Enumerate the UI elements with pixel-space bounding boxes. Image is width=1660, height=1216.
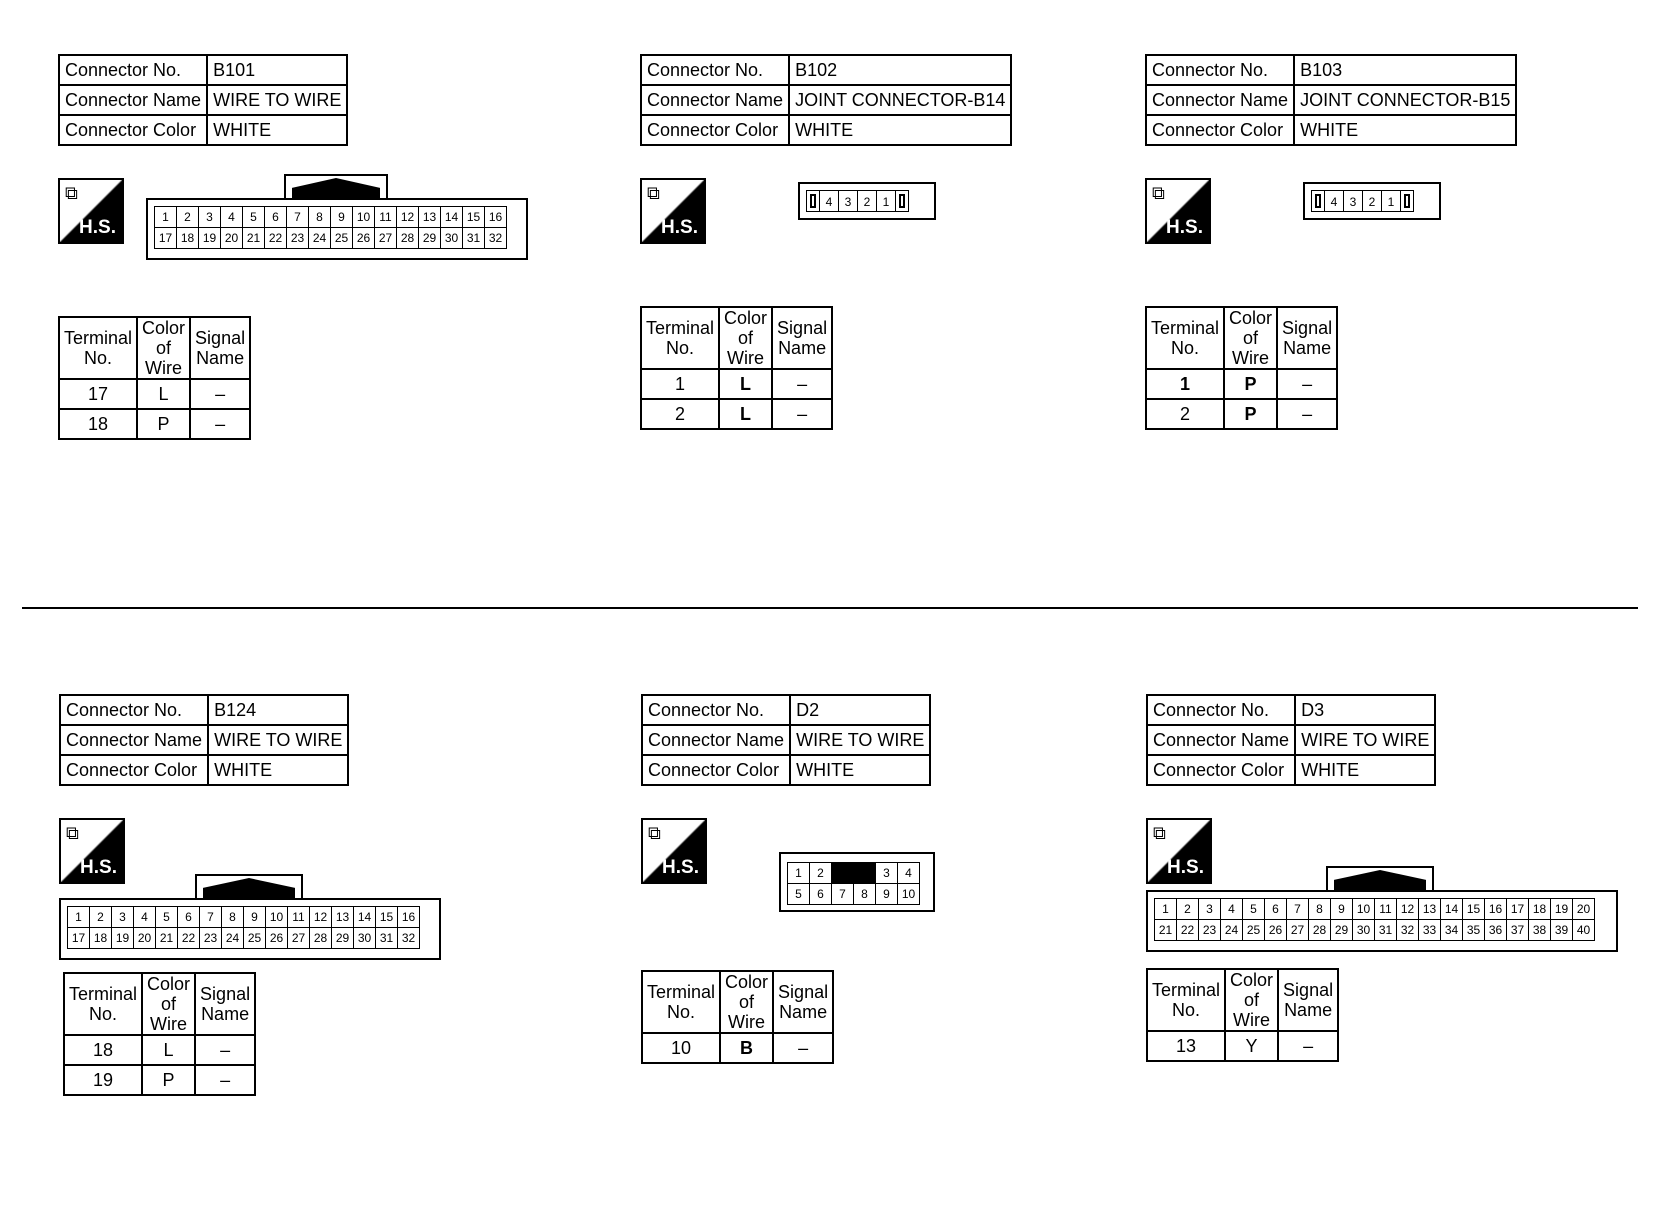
connector-name-value: JOINT CONNECTOR-B14 — [789, 85, 1011, 115]
connector-color-value: WHITE — [789, 115, 1011, 145]
terminal-table — [1146, 968, 1339, 1062]
connector-pin: 15 — [462, 206, 485, 228]
connector-pin: 7 — [199, 906, 222, 928]
connector-pin: 10 — [352, 206, 375, 228]
pin-blank — [831, 862, 876, 884]
connector-pin: 28 — [396, 227, 419, 249]
table-row — [1146, 399, 1337, 429]
harness-side-icon — [58, 178, 124, 244]
connector-pin: 20 — [1572, 898, 1595, 920]
wire-cell: P — [1224, 399, 1277, 429]
connector-glyph-icon: ⧉ — [65, 183, 78, 203]
connector-key-icon — [1311, 190, 1325, 212]
connector-pin: 26 — [265, 927, 288, 949]
connector-pin: 1 — [67, 906, 90, 928]
connector-name-value: WIRE TO WIRE — [207, 85, 347, 115]
connector-pin: 23 — [1198, 919, 1221, 941]
connector-pin: 14 — [1440, 898, 1463, 920]
connector-no-label: Connector No. — [1147, 695, 1295, 725]
table-row — [59, 409, 250, 439]
connector-pin-grid — [154, 206, 506, 248]
signal-cell: – — [772, 399, 832, 429]
terminal-table — [58, 316, 251, 440]
terminal-cell: 10 — [642, 1033, 720, 1063]
connector-pin: 6 — [809, 883, 832, 905]
connector-pin: 26 — [352, 227, 375, 249]
connector-pin: 1 — [1154, 898, 1177, 920]
connector-pin-row — [806, 190, 908, 212]
signal-cell: – — [1277, 369, 1337, 399]
terminal-cell: 2 — [641, 399, 719, 429]
connector-pin-row — [1311, 190, 1413, 212]
signal-name-header: Signal Name — [772, 307, 832, 369]
connector-pin: 21 — [242, 227, 265, 249]
connector-pin: 6 — [264, 206, 287, 228]
signal-name-header: Signal Name — [773, 971, 833, 1033]
hs-label: H.S. — [1166, 217, 1203, 238]
connector-pin: 4 — [897, 862, 920, 884]
connector-lock-tab — [195, 874, 303, 900]
table-row — [59, 379, 250, 409]
connector-pin: 10 — [265, 906, 288, 928]
connector-pin: 22 — [1176, 919, 1199, 941]
harness-side-icon — [1146, 818, 1212, 884]
connector-pin: 20 — [133, 927, 156, 949]
connector-name-label: Connector Name — [60, 725, 208, 755]
connector-pin: 4 — [1324, 190, 1344, 212]
connector-key-icon — [895, 190, 909, 212]
connector-pin: 11 — [374, 206, 397, 228]
connector-key-icon — [806, 190, 820, 212]
connector-pin: 30 — [353, 927, 376, 949]
connector-color-value: WHITE — [1295, 755, 1435, 785]
connector-pin: 38 — [1528, 919, 1551, 941]
connector-pin: 3 — [875, 862, 898, 884]
connector-color-label: Connector Color — [642, 755, 790, 785]
connector-pin: 2 — [809, 862, 832, 884]
connector-glyph-icon: ⧉ — [66, 823, 79, 843]
terminal-no-header: Terminal No. — [1146, 307, 1224, 369]
terminal-table — [641, 970, 834, 1064]
connector-pin: 30 — [1352, 919, 1375, 941]
wire-cell: L — [719, 369, 772, 399]
connector-pin: 3 — [838, 190, 858, 212]
connector-key-icon — [1400, 190, 1414, 212]
connector-name-label: Connector Name — [1146, 85, 1294, 115]
connector-pin: 8 — [1308, 898, 1331, 920]
connector-pin: 25 — [1242, 919, 1265, 941]
wire-color-header: Color of Wire — [720, 971, 773, 1033]
signal-cell: – — [772, 369, 832, 399]
wire-cell: Y — [1225, 1031, 1278, 1061]
connector-no-label: Connector No. — [641, 55, 789, 85]
terminal-cell: 1 — [1146, 369, 1224, 399]
connector-pin-grid — [1154, 898, 1594, 940]
connector-pin: 3 — [1343, 190, 1363, 212]
hs-label: H.S. — [1167, 857, 1204, 878]
connector-info-table — [59, 694, 349, 786]
connector-pin: 26 — [1264, 919, 1287, 941]
signal-cell: – — [190, 409, 250, 439]
connector-face-diagram — [1303, 182, 1441, 220]
connector-pin: 29 — [1330, 919, 1353, 941]
connector-pin: 7 — [1286, 898, 1309, 920]
connector-pin: 3 — [1198, 898, 1221, 920]
connector-no-label: Connector No. — [60, 695, 208, 725]
connector-pin: 5 — [155, 906, 178, 928]
connector-no-value: B103 — [1294, 55, 1516, 85]
terminal-no-header: Terminal No. — [641, 307, 719, 369]
connector-face-diagram — [798, 182, 936, 220]
connector-color-label: Connector Color — [60, 755, 208, 785]
connector-no-label: Connector No. — [642, 695, 790, 725]
connector-pin: 4 — [819, 190, 839, 212]
signal-cell: – — [195, 1065, 255, 1095]
connector-pin: 21 — [155, 927, 178, 949]
connector-color-label: Connector Color — [1147, 755, 1295, 785]
connector-name-value: WIRE TO WIRE — [790, 725, 930, 755]
connector-no-label: Connector No. — [59, 55, 207, 85]
connector-pin: 9 — [1330, 898, 1353, 920]
wire-cell: L — [142, 1035, 195, 1065]
connector-name-value: JOINT CONNECTOR-B15 — [1294, 85, 1516, 115]
terminal-table — [640, 306, 833, 430]
connector-pin: 25 — [330, 227, 353, 249]
connector-pin: 16 — [1484, 898, 1507, 920]
connector-no-label: Connector No. — [1146, 55, 1294, 85]
wire-cell: P — [142, 1065, 195, 1095]
connector-pin: 23 — [286, 227, 309, 249]
connector-pin: 22 — [177, 927, 200, 949]
signal-cell: – — [195, 1035, 255, 1065]
connector-pin: 22 — [264, 227, 287, 249]
table-row — [64, 1035, 255, 1065]
connector-pin: 10 — [897, 883, 920, 905]
connector-pin: 28 — [309, 927, 332, 949]
connector-pin: 32 — [397, 927, 420, 949]
signal-cell: – — [1277, 399, 1337, 429]
wire-cell: P — [137, 409, 190, 439]
hs-label: H.S. — [80, 857, 117, 878]
connector-pin: 4 — [220, 206, 243, 228]
connector-pin: 17 — [67, 927, 90, 949]
connector-pin: 7 — [831, 883, 854, 905]
connector-info-table — [640, 54, 1012, 146]
connector-pin: 13 — [1418, 898, 1441, 920]
connector-no-value: D3 — [1295, 695, 1435, 725]
connector-pin: 23 — [199, 927, 222, 949]
table-row — [641, 369, 832, 399]
connector-pin: 32 — [484, 227, 507, 249]
connector-pin: 19 — [111, 927, 134, 949]
connector-pin: 3 — [111, 906, 134, 928]
harness-side-icon — [1145, 178, 1211, 244]
connector-name-label: Connector Name — [59, 85, 207, 115]
terminal-no-header: Terminal No. — [642, 971, 720, 1033]
table-row — [642, 1033, 833, 1063]
connector-color-label: Connector Color — [641, 115, 789, 145]
connector-pin: 19 — [198, 227, 221, 249]
terminal-no-header: Terminal No. — [1147, 969, 1225, 1031]
connector-pin: 33 — [1418, 919, 1441, 941]
wire-color-header: Color of Wire — [1225, 969, 1278, 1031]
connector-name-label: Connector Name — [1147, 725, 1295, 755]
connector-color-value: WHITE — [207, 115, 347, 145]
connector-pin: 12 — [1396, 898, 1419, 920]
connector-glyph-icon: ⧉ — [647, 183, 660, 203]
connector-info-table — [641, 694, 931, 786]
wire-color-header: Color of Wire — [719, 307, 772, 369]
connector-pin: 27 — [287, 927, 310, 949]
connector-pin: 15 — [375, 906, 398, 928]
connector-glyph-icon: ⧉ — [648, 823, 661, 843]
connector-name-value: WIRE TO WIRE — [1295, 725, 1435, 755]
connector-pin: 1 — [787, 862, 810, 884]
connector-pin: 11 — [1374, 898, 1397, 920]
hs-label: H.S. — [661, 217, 698, 238]
connector-name-label: Connector Name — [641, 85, 789, 115]
connector-pin: 31 — [462, 227, 485, 249]
connector-pin: 25 — [243, 927, 266, 949]
connector-pin: 5 — [242, 206, 265, 228]
connector-pin: 8 — [308, 206, 331, 228]
wire-color-header: Color of Wire — [142, 973, 195, 1035]
signal-name-header: Signal Name — [1278, 969, 1338, 1031]
connector-pin: 14 — [440, 206, 463, 228]
connector-pin: 27 — [1286, 919, 1309, 941]
connector-color-label: Connector Color — [1146, 115, 1294, 145]
connector-face-diagram — [779, 852, 935, 912]
connector-lock-tab — [284, 174, 388, 200]
connector-no-value: B101 — [207, 55, 347, 85]
connector-pin: 16 — [484, 206, 507, 228]
connector-pin: 15 — [1462, 898, 1485, 920]
connector-pin: 12 — [309, 906, 332, 928]
wire-cell: L — [137, 379, 190, 409]
connector-pin: 32 — [1396, 919, 1419, 941]
connector-pin: 37 — [1506, 919, 1529, 941]
signal-cell: – — [1278, 1031, 1338, 1061]
connector-color-value: WHITE — [208, 755, 348, 785]
connector-name-label: Connector Name — [642, 725, 790, 755]
terminal-cell: 17 — [59, 379, 137, 409]
connector-glyph-icon: ⧉ — [1152, 183, 1165, 203]
connector-pin: 5 — [1242, 898, 1265, 920]
connector-pin: 8 — [221, 906, 244, 928]
connector-pin: 9 — [243, 906, 266, 928]
hs-label: H.S. — [79, 217, 116, 238]
connector-pin: 20 — [220, 227, 243, 249]
connector-pin: 10 — [1352, 898, 1375, 920]
harness-side-icon — [59, 818, 125, 884]
connector-pin: 1 — [1381, 190, 1401, 212]
connector-pin: 30 — [440, 227, 463, 249]
table-row — [1146, 369, 1337, 399]
terminal-cell: 1 — [641, 369, 719, 399]
connector-color-value: WHITE — [1294, 115, 1516, 145]
connector-pin: 21 — [1154, 919, 1177, 941]
section-divider — [22, 607, 1638, 609]
terminal-cell: 19 — [64, 1065, 142, 1095]
connector-pin: 11 — [287, 906, 310, 928]
connector-no-value: B124 — [208, 695, 348, 725]
connector-pin: 7 — [286, 206, 309, 228]
connector-pin: 19 — [1550, 898, 1573, 920]
connector-pin: 29 — [331, 927, 354, 949]
table-row — [1147, 1031, 1338, 1061]
connector-glyph-icon: ⧉ — [1153, 823, 1166, 843]
signal-name-header: Signal Name — [1277, 307, 1337, 369]
connector-pin: 1 — [154, 206, 177, 228]
connector-lock-tab — [1326, 866, 1434, 892]
connector-pin: 13 — [418, 206, 441, 228]
connector-pin: 2 — [857, 190, 877, 212]
connector-pin: 13 — [331, 906, 354, 928]
connector-pin: 17 — [154, 227, 177, 249]
connector-no-value: B102 — [789, 55, 1011, 85]
connector-info-table — [1145, 54, 1517, 146]
wire-cell: B — [720, 1033, 773, 1063]
connector-pin: 24 — [221, 927, 244, 949]
connector-pin: 18 — [89, 927, 112, 949]
harness-side-icon — [641, 818, 707, 884]
signal-name-header: Signal Name — [195, 973, 255, 1035]
connector-pin: 2 — [1176, 898, 1199, 920]
connector-pin: 29 — [418, 227, 441, 249]
connector-color-value: WHITE — [790, 755, 930, 785]
connector-pin: 31 — [1374, 919, 1397, 941]
connector-pin: 31 — [375, 927, 398, 949]
connector-pin: 2 — [1362, 190, 1382, 212]
connector-pin: 2 — [176, 206, 199, 228]
connector-pin: 4 — [133, 906, 156, 928]
table-row — [641, 399, 832, 429]
connector-pin: 5 — [787, 883, 810, 905]
terminal-cell: 13 — [1147, 1031, 1225, 1061]
wire-cell: L — [719, 399, 772, 429]
connector-color-label: Connector Color — [59, 115, 207, 145]
table-row — [64, 1065, 255, 1095]
signal-name-header: Signal Name — [190, 317, 250, 379]
terminal-no-header: Terminal No. — [64, 973, 142, 1035]
hs-label: H.S. — [662, 857, 699, 878]
connector-pin: 2 — [89, 906, 112, 928]
connector-pin: 8 — [853, 883, 876, 905]
connector-pin: 9 — [330, 206, 353, 228]
connector-pin: 18 — [1528, 898, 1551, 920]
wire-cell: P — [1224, 369, 1277, 399]
connector-pin: 24 — [308, 227, 331, 249]
connector-pin: 14 — [353, 906, 376, 928]
connector-pin: 6 — [1264, 898, 1287, 920]
signal-cell: – — [773, 1033, 833, 1063]
connector-pin: 18 — [176, 227, 199, 249]
terminal-no-header: Terminal No. — [59, 317, 137, 379]
connector-pin: 16 — [397, 906, 420, 928]
terminal-table — [63, 972, 256, 1096]
connector-pin: 34 — [1440, 919, 1463, 941]
signal-cell: – — [190, 379, 250, 409]
harness-side-icon — [640, 178, 706, 244]
connector-pin: 27 — [374, 227, 397, 249]
connector-pin: 12 — [396, 206, 419, 228]
wire-color-header: Color of Wire — [137, 317, 190, 379]
connector-pin: 39 — [1550, 919, 1573, 941]
terminal-cell: 2 — [1146, 399, 1224, 429]
connector-name-value: WIRE TO WIRE — [208, 725, 348, 755]
terminal-cell: 18 — [64, 1035, 142, 1065]
wire-color-header: Color of Wire — [1224, 307, 1277, 369]
connector-no-value: D2 — [790, 695, 930, 725]
connector-pin: 9 — [875, 883, 898, 905]
connector-info-table — [1146, 694, 1436, 786]
connector-pin: 24 — [1220, 919, 1243, 941]
connector-pin: 40 — [1572, 919, 1595, 941]
connector-pin: 3 — [198, 206, 221, 228]
connector-pin: 6 — [177, 906, 200, 928]
connector-pin: 1 — [876, 190, 896, 212]
terminal-cell: 18 — [59, 409, 137, 439]
connector-pin-grid — [787, 862, 919, 904]
connector-pin-grid — [67, 906, 419, 948]
terminal-table — [1145, 306, 1338, 430]
connector-pin: 35 — [1462, 919, 1485, 941]
connector-pin: 17 — [1506, 898, 1529, 920]
connector-pin: 4 — [1220, 898, 1243, 920]
connector-pin: 28 — [1308, 919, 1331, 941]
connector-info-table — [58, 54, 348, 146]
connector-pin: 36 — [1484, 919, 1507, 941]
